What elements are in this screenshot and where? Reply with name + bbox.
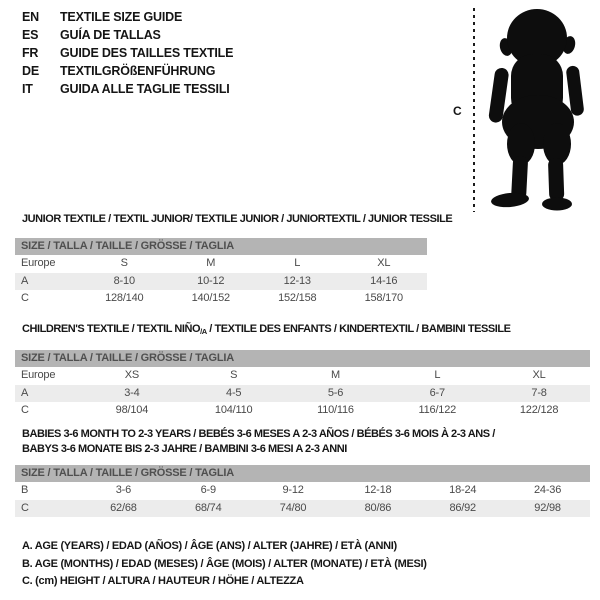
height-label-c: C	[453, 104, 462, 118]
age-cell: 18-24	[449, 484, 477, 496]
size-cell: L	[434, 369, 441, 381]
height-cell: 110/116	[317, 404, 354, 416]
age-cell: 9-12	[282, 484, 304, 496]
height-cell: 74/80	[279, 501, 307, 514]
age-cell: 12-18	[364, 484, 392, 496]
children-size-section	[15, 322, 590, 420]
row-label: C	[21, 404, 29, 416]
table-row-age	[15, 385, 590, 403]
row-label: B	[21, 484, 29, 496]
age-cell: 7-8	[531, 386, 547, 399]
babies-section-title-line2: BABYS 3-6 MONATE BIS 2-3 JAHRE / BAMBINI 3-6 MESI A 2-3 ANNI	[22, 443, 347, 455]
children-title-suffix: / TEXTILE DES ENFANTS / KINDERTEXTIL / BAMBINI TESSILE	[206, 323, 511, 335]
height-cell: 68/74	[194, 501, 222, 514]
language-code: FR	[22, 46, 39, 60]
language-row-es	[22, 26, 233, 44]
height-cell: 104/110	[214, 404, 253, 416]
children-title-subscript: /A	[200, 327, 207, 336]
language-title: GUIDA ALLE TAGLIE TESSILI	[60, 82, 230, 96]
height-cell: 140/152	[191, 292, 230, 304]
junior-size-table	[15, 238, 427, 308]
age-cell: 4-5	[226, 386, 242, 399]
junior-section-title: JUNIOR TEXTILE / TEXTIL JUNIOR/ TEXTILE JUNIOR / JUNIORTEXTIL / JUNIOR TESSILE	[22, 213, 453, 225]
language-row-fr	[22, 44, 233, 62]
age-cell: 6-9	[200, 484, 216, 496]
height-cell: 128/140	[105, 292, 144, 304]
legend-age-years: A. AGE (YEARS) / EDAD (AÑOS) / ÂGE (ANS) / ALTER (JAHRE) / ETÀ (ANNI)	[22, 540, 397, 552]
size-table-header: SIZE / TALLA / TAILLE / GRÖSSE / TAGLIA	[15, 350, 590, 367]
size-cell: L	[294, 257, 301, 269]
row-label: C	[21, 292, 29, 304]
size-cell: XL	[532, 369, 546, 381]
size-cell: XS	[124, 369, 140, 381]
babies-section-title-line1: BABIES 3-6 MONTH TO 2-3 YEARS / BEBÉS 3-6 MESES A 2-3 AÑOS / BÉBÉS 3-6 MOIS À 2-3 ANS /	[22, 428, 495, 440]
toddler-silhouette	[482, 6, 594, 212]
age-cell: 3-6	[115, 484, 132, 496]
language-code: ES	[22, 28, 39, 42]
age-cell: 6-7	[429, 386, 445, 399]
height-cell: 98/104	[115, 404, 149, 416]
height-cell: 116/122	[418, 404, 457, 416]
size-cell: M	[331, 369, 340, 381]
age-cell: 14-16	[370, 274, 398, 287]
age-cell: 12-13	[283, 274, 311, 287]
children-title-prefix: CHILDREN'S TEXTILE / TEXTIL NIÑO	[22, 323, 201, 335]
children-size-table	[15, 350, 590, 420]
table-row-height	[15, 402, 590, 420]
language-code: DE	[22, 64, 39, 78]
size-table-header: SIZE / TALLA / TAILLE / GRÖSSE / TAGLIA	[15, 465, 590, 482]
age-cell: 3-4	[124, 386, 140, 399]
language-row-it	[22, 80, 233, 98]
table-row-europe	[15, 255, 427, 273]
table-row-height	[15, 290, 427, 308]
height-cell: 92/98	[534, 501, 561, 514]
size-cell: S	[120, 257, 128, 269]
table-row-age-months	[15, 482, 590, 500]
language-title: TEXTILGRÖßENFÜHRUNG	[60, 64, 216, 78]
height-cell: 80/86	[364, 501, 392, 514]
height-cell: 62/68	[110, 501, 137, 514]
size-cell: XL	[377, 257, 391, 269]
height-measure-dashed-line	[473, 8, 475, 212]
age-cell: 10-12	[197, 274, 225, 287]
measurement-legend	[22, 538, 427, 591]
row-label: Europe	[21, 257, 56, 269]
legend-age-months: B. AGE (MONTHS) / EDAD (MESES) / ÂGE (MOIS) / ALTER (MONATE) / ETÀ (MESI)	[22, 557, 427, 570]
height-cell: 158/170	[364, 292, 403, 304]
row-label: A	[21, 274, 29, 287]
junior-size-section	[15, 212, 453, 308]
babies-size-table	[15, 465, 590, 517]
height-cell: 122/128	[519, 404, 559, 416]
age-cell: 24-36	[533, 484, 562, 496]
language-title: TEXTILE SIZE GUIDE	[60, 10, 183, 24]
language-title: GUIDE DES TAILLES TEXTILE	[60, 46, 234, 60]
table-row-age	[15, 273, 427, 291]
size-cell: S	[230, 369, 238, 381]
language-row-de	[22, 62, 233, 80]
language-row-en	[22, 8, 233, 26]
row-label: C	[21, 501, 29, 514]
height-cell: 152/158	[278, 292, 317, 304]
table-row-europe	[15, 367, 590, 385]
height-cell: 86/92	[449, 501, 476, 514]
row-label: A	[21, 386, 29, 399]
age-cell: 8-10	[113, 274, 135, 287]
children-section-title	[22, 322, 590, 339]
language-code: IT	[22, 82, 33, 96]
language-title: GUÍA DE TALLAS	[60, 28, 161, 42]
row-label: Europe	[21, 369, 56, 381]
table-row-height	[15, 500, 590, 518]
language-title-list	[22, 8, 233, 98]
size-cell: M	[206, 257, 216, 269]
language-code: EN	[22, 10, 39, 24]
legend-height-cm: C. (cm) HEIGHT / ALTURA / HAUTEUR / HÖHE / ALTEZZA	[22, 575, 304, 587]
babies-size-section	[15, 427, 590, 517]
size-table-header: SIZE / TALLA / TAILLE / GRÖSSE / TAGLIA	[15, 238, 427, 255]
age-cell: 5-6	[327, 386, 344, 399]
